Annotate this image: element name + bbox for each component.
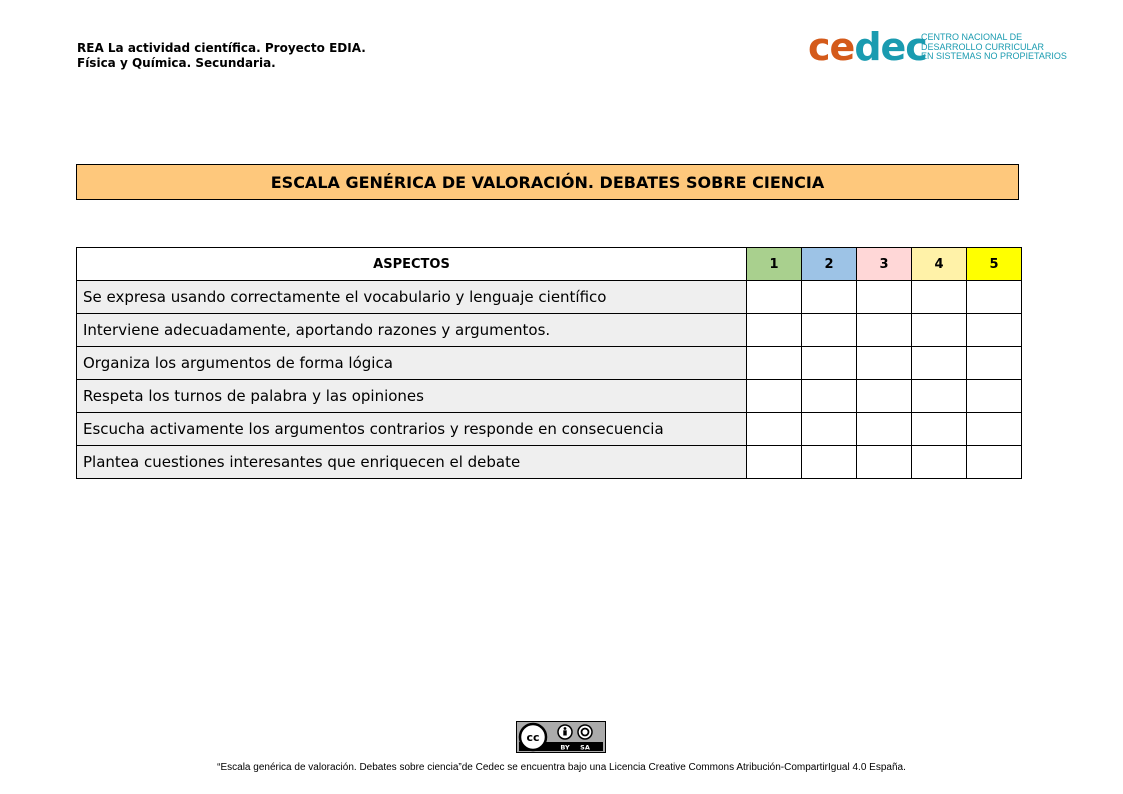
score-header-3: 3 — [857, 248, 912, 281]
score-cell[interactable] — [967, 314, 1022, 347]
score-cell[interactable] — [967, 281, 1022, 314]
score-cell[interactable] — [912, 413, 967, 446]
score-cell[interactable] — [967, 446, 1022, 479]
score-cell[interactable] — [747, 281, 802, 314]
table-row — [77, 446, 1022, 479]
score-cell[interactable] — [912, 446, 967, 479]
cedec-logo-subtitle — [921, 33, 1067, 62]
score-cell[interactable] — [912, 380, 967, 413]
score-cell[interactable] — [747, 413, 802, 446]
score-cell[interactable] — [857, 281, 912, 314]
score-cell[interactable] — [802, 380, 857, 413]
score-header-4: 4 — [912, 248, 967, 281]
score-cell[interactable] — [857, 314, 912, 347]
table-row — [77, 347, 1022, 380]
score-cell[interactable] — [747, 347, 802, 380]
share-alike-icon — [578, 725, 592, 739]
cc-by-sa-badge-graphic — [517, 722, 605, 752]
table-row — [77, 314, 1022, 347]
document-header — [77, 41, 366, 71]
by-label: BY — [560, 743, 570, 752]
table-header-row — [77, 248, 1022, 281]
attribution-icon — [558, 725, 572, 739]
cc-by-sa-badge — [516, 721, 606, 753]
aspect-label: Interviene adecuadamente, aportando razones y argumentos. — [77, 314, 747, 347]
license-text: “Escala genérica de valoración. Debates sobre ciencia”de Cedec se encuentra bajo una Licencia Creative Commons Atribución-CompartirIgual 4.0 España. — [217, 762, 906, 773]
cc-icon-text: cc — [526, 731, 540, 744]
score-cell[interactable] — [747, 314, 802, 347]
score-cell[interactable] — [802, 347, 857, 380]
score-cell[interactable] — [747, 380, 802, 413]
score-cell[interactable] — [912, 314, 967, 347]
assessment-scale-table — [76, 247, 1022, 479]
logo-subtitle-line-3: EN SISTEMAS NO PROPIETARIOS — [921, 51, 1067, 61]
cedec-logo — [808, 25, 1067, 69]
aspects-header: ASPECTOS — [77, 248, 747, 281]
aspect-label: Plantea cuestiones interesantes que enriquecen el debate — [77, 446, 747, 479]
score-cell[interactable] — [857, 446, 912, 479]
score-cell[interactable] — [802, 281, 857, 314]
sa-label: SA — [580, 743, 590, 752]
score-cell[interactable] — [857, 413, 912, 446]
aspect-label: Organiza los argumentos de forma lógica — [77, 347, 747, 380]
score-cell[interactable] — [747, 446, 802, 479]
aspect-label: Se expresa usando correctamente el vocabulario y lenguaje científico — [77, 281, 747, 314]
cedec-logo-wordmark — [808, 25, 927, 69]
table-row — [77, 413, 1022, 446]
score-cell[interactable] — [967, 413, 1022, 446]
logo-word-part-1: ce — [808, 25, 855, 69]
score-cell[interactable] — [967, 347, 1022, 380]
creative-commons-icon — [520, 724, 546, 750]
score-header-5: 5 — [967, 248, 1022, 281]
score-cell[interactable] — [802, 446, 857, 479]
header-line-2: Física y Química. Secundaria. — [77, 56, 276, 70]
scale-title: ESCALA GENÉRICA DE VALORACIÓN. DEBATES SOBRE CIENCIA — [76, 164, 1019, 200]
header-line-1: REA La actividad científica. Proyecto EDIA. — [77, 41, 366, 55]
score-cell[interactable] — [912, 347, 967, 380]
score-cell[interactable] — [802, 413, 857, 446]
score-cell[interactable] — [857, 380, 912, 413]
score-header-1: 1 — [747, 248, 802, 281]
aspect-label: Respeta los turnos de palabra y las opiniones — [77, 380, 747, 413]
table-row — [77, 380, 1022, 413]
score-cell[interactable] — [802, 314, 857, 347]
score-header-2: 2 — [802, 248, 857, 281]
aspect-label: Escucha activamente los argumentos contrarios y responde en consecuencia — [77, 413, 747, 446]
table-row — [77, 281, 1022, 314]
score-cell[interactable] — [912, 281, 967, 314]
score-cell[interactable] — [857, 347, 912, 380]
logo-word-part-2: dec — [854, 25, 927, 69]
logo-subtitle-line-1: CENTRO NACIONAL DE — [921, 32, 1023, 42]
score-cell[interactable] — [967, 380, 1022, 413]
logo-subtitle-line-2: DESARROLLO CURRICULAR — [921, 41, 1045, 52]
